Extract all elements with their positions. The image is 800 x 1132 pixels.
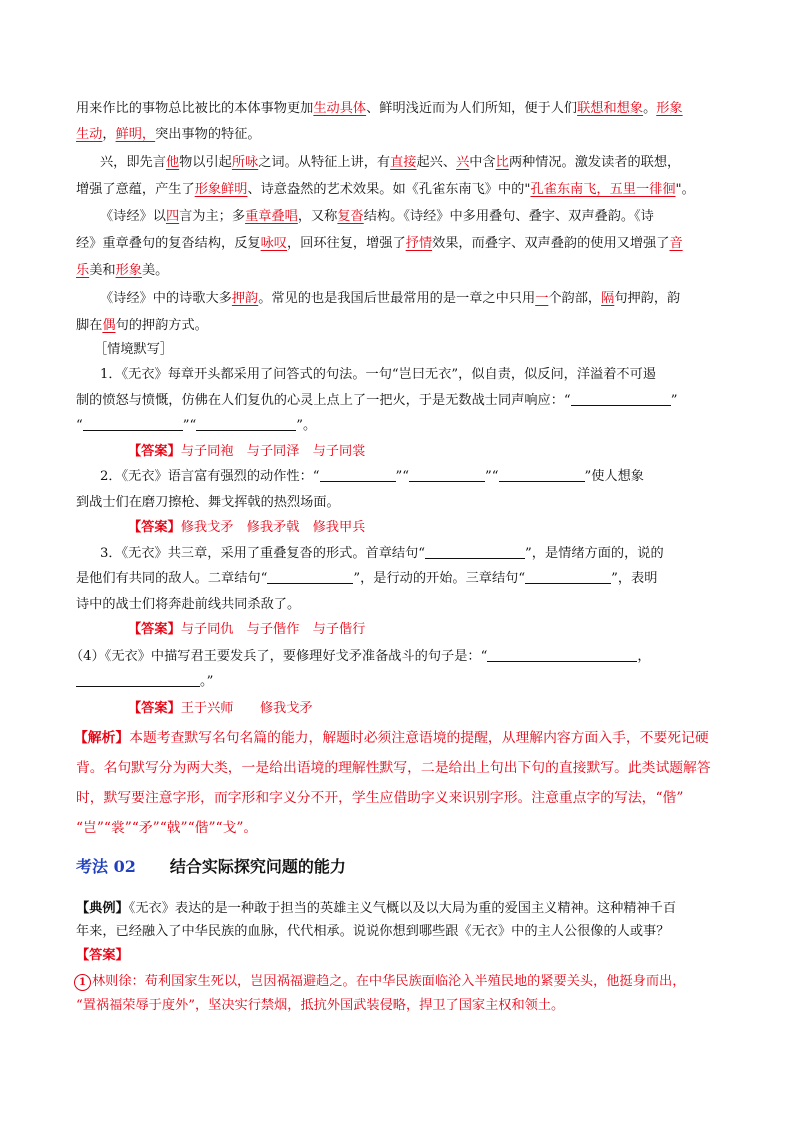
- q4-line2: [76, 672, 213, 692]
- text-run: 突出事物的特征。: [155, 127, 261, 142]
- q3-line2: [76, 569, 657, 589]
- key-term: 孔雀东南飞，五里一徘徊: [530, 182, 676, 197]
- key-term: 形象: [656, 101, 683, 116]
- text-run: （4）《无衣》中描写君王要发兵了，要修理好戈矛准备战斗的句子是：“: [70, 649, 488, 664]
- text-run: 中含: [469, 155, 496, 170]
- q1-line1: 1．《无衣》每章开头都采用了问答式的句法。一句“岂曰无衣”，似自责，似反问，洋溢着不可遏: [100, 367, 656, 382]
- key-term: 生动: [76, 127, 103, 142]
- text-run: 、诗意盎然的艺术效果。如《孔雀东南飞》中的": [247, 182, 531, 197]
- key-term: 他: [165, 155, 180, 170]
- answer-text: 王于兴师 修我戈矛: [180, 701, 313, 716]
- para2-line2: [76, 180, 695, 200]
- answer-blank[interactable]: [487, 649, 637, 662]
- analysis-label: 【解析】: [74, 730, 130, 746]
- circled-number-icon: 1: [74, 974, 91, 991]
- text-run: 制的愤怒与愤慨，仿佛在人们复仇的心灵上点上了一把火，于是无数战士同声响应：“: [76, 393, 571, 408]
- context-section-label: ［情境默写］: [94, 342, 174, 357]
- text-run: ，回环往复，增强了: [287, 236, 406, 251]
- text-run: 、鲜明浅近而为人们所知，便于人们: [366, 101, 578, 116]
- text-run: 之词。从特征上讲，有: [258, 155, 391, 170]
- key-term: 音: [669, 236, 683, 251]
- answer-blank[interactable]: [267, 571, 353, 584]
- text-run: 言为主；多: [179, 209, 246, 224]
- answer-blank[interactable]: [499, 469, 585, 482]
- key-term: 咏叹: [260, 236, 287, 251]
- text-run: 美和: [89, 263, 116, 278]
- q3-line1: [100, 544, 664, 564]
- text-run: ”: [670, 393, 678, 408]
- answer-blank[interactable]: [196, 418, 296, 431]
- para4-line2: [76, 316, 208, 336]
- q3-line3: 诗中的战士们将奔赴前线共同杀敌了。: [76, 597, 301, 612]
- answer-text: 与子同仇 与子偕作 与子偕行: [180, 622, 366, 637]
- q1-answer: [128, 442, 365, 462]
- section-number: 考法 02: [76, 857, 136, 876]
- text-run: 物以引起: [179, 155, 232, 170]
- answer-blank[interactable]: [76, 674, 200, 687]
- text-run: "。: [675, 182, 695, 197]
- text-run: ，又称: [297, 209, 338, 224]
- answer-blank[interactable]: [409, 469, 485, 482]
- answer-blank[interactable]: [525, 571, 611, 584]
- q2-answer: [128, 518, 365, 538]
- text-run: 美。: [141, 263, 169, 278]
- key-term: 偶: [102, 318, 116, 333]
- text-run: ”，是行动的开始。三章结句“: [353, 571, 526, 586]
- text-run: ，: [102, 127, 116, 142]
- answer-line1: [74, 972, 685, 992]
- para3-line1: [100, 207, 654, 227]
- answer-label: 【答案】: [128, 444, 181, 459]
- key-term: 联想和想象: [577, 101, 644, 116]
- text-run: 2．《无衣》语言富有强烈的动作性：“: [100, 469, 320, 484]
- answer-text: 与子同袍 与子同泽 与子同裳: [180, 444, 366, 459]
- text-run: ”“: [182, 418, 197, 433]
- text-run: 是他们有共同的敌人。二章结句“: [76, 571, 268, 586]
- answer-blank[interactable]: [425, 546, 525, 559]
- key-term: 重章叠唱: [245, 209, 298, 224]
- answer-blank[interactable]: [571, 393, 671, 406]
- key-term: 所咏: [231, 155, 259, 170]
- text-run: 3．《无衣》共三章，采用了重叠复沓的形式。首章结句“: [100, 546, 426, 561]
- q2-line1: [100, 467, 644, 487]
- example-label: 【典例】: [76, 901, 129, 916]
- section-title: 结合实际探究问题的能力: [169, 857, 346, 876]
- key-term: 押韵: [231, 291, 259, 306]
- key-term: 鲜明，: [115, 127, 156, 142]
- q4-answer: [128, 699, 313, 719]
- answer-text: 修我戈矛 修我矛戟 修我甲兵: [180, 520, 366, 535]
- text-run: 结构。《诗经》中多用叠句、叠字、双声叠韵。《诗: [363, 209, 654, 224]
- text-run: “: [76, 418, 83, 433]
- text-run: 。”: [200, 674, 214, 689]
- key-term: 生动具体: [313, 101, 367, 116]
- text-run: 效果，而叠字、双声叠韵的使用又增强了: [432, 236, 670, 251]
- q1-line3: [76, 416, 316, 436]
- key-term: 形象: [115, 263, 142, 278]
- key-term: 形象鲜明: [194, 182, 248, 197]
- text-run: 起兴、: [416, 155, 457, 170]
- text-run: 。常见的也是我国后世最常用的是一章之中只用: [258, 291, 536, 306]
- para4-line1: [100, 289, 680, 309]
- para3-line3: [76, 261, 168, 281]
- answer-blank[interactable]: [83, 418, 183, 431]
- text-run: ”使人想象: [584, 469, 644, 484]
- key-term: 抒情: [405, 236, 433, 251]
- text-run: 句的押韵方式。: [115, 318, 208, 333]
- text-run: 兴，即先言: [100, 155, 166, 170]
- text-run: 句押韵，韵: [614, 291, 681, 306]
- answer-label: 【答案】: [128, 701, 181, 716]
- analysis-line3: 时，默写要注意字形，而字形和字义分不开，学生应借助字义来识别字形。注意重点字的写法，“偕”: [76, 790, 684, 806]
- key-term: 复沓: [337, 209, 364, 224]
- key-term: 一: [535, 291, 549, 306]
- text-run: 《无衣》表达的是一种敢于担当的英雄主义气概以及以大局为重的爱国主义精神。这种精神千百: [128, 901, 677, 916]
- text-run: 增强了意蕴，产生了: [76, 182, 195, 197]
- text-run: 《诗经》以: [100, 209, 166, 224]
- text-run: ”“: [395, 469, 410, 484]
- text-run: 《诗经》中的诗歌大多: [100, 291, 232, 306]
- q2-line2: 到战士们在磨刀擦枪、舞戈挥戟的热烈场面。: [76, 495, 340, 510]
- analysis-line1: [74, 728, 709, 748]
- para1-line2: [76, 125, 261, 145]
- text-run: 个韵部，: [548, 291, 602, 306]
- text-run: ”，是情绪方面的，说的: [525, 546, 664, 561]
- answer-line2: “置祸福荣辱于度外”，坚决实行禁烟，抵抗外国武装侵略，捍卫了国家主权和领土。: [76, 998, 565, 1013]
- para1-line1: [76, 99, 683, 119]
- key-term: 直接: [390, 155, 417, 170]
- answer-label: 【答案】: [128, 520, 181, 535]
- key-term: 四: [165, 209, 180, 224]
- analysis-line2: 背。名句默写分为两大类，一是给出语境的理解性默写，二是给出上句出下句的直接默写。此类试题解答: [76, 760, 711, 776]
- text-run: 。: [643, 101, 657, 116]
- para2-line1: [100, 153, 680, 173]
- q4-line1: [70, 647, 651, 667]
- text-run: 林则徐：苟利国家生死以，岂因祸福避趋之。在中华民族面临沦入半殖民地的紧要关头，他挺身而出，: [92, 974, 686, 989]
- example-line2: 年来，已经融入了中华民族的血脉，代代相承。说说你想到哪些跟《无衣》中的主人公很像的人或事？: [76, 924, 670, 939]
- key-term: 兴: [456, 155, 470, 170]
- text-run: 两种情况。激发读者的联想，: [508, 155, 681, 170]
- text-run: ，: [637, 649, 651, 664]
- text-run: ”“: [485, 469, 499, 484]
- text-run: 脚在: [76, 318, 103, 333]
- q3-answer: [128, 620, 365, 640]
- answer-label: 【答案】: [76, 948, 129, 963]
- answer-blank[interactable]: [320, 469, 396, 482]
- key-term: 比: [495, 155, 509, 170]
- key-term: 隔: [601, 291, 615, 306]
- section-heading: [76, 855, 346, 881]
- example-line1: [76, 899, 676, 919]
- key-term: 乐: [76, 263, 90, 278]
- text-run: 本题考查默写名句名篇的能力，解题时必须注意语境的提醒，从理解内容方面入手，不要死记硬: [129, 730, 709, 746]
- q1-line2: [76, 391, 677, 411]
- para3-line2: [76, 234, 683, 254]
- text-run: 用来作比的事物总比被比的本体事物更加: [76, 101, 314, 116]
- text-run: 经》重章叠句的复沓结构，反复: [76, 236, 261, 251]
- answer-heading: [76, 946, 129, 966]
- text-run: ”，表明: [611, 571, 658, 586]
- analysis-line4: “岂”“裳”“矛”“戟”“偕”“戈”。: [76, 820, 258, 836]
- text-run: ”。: [296, 418, 317, 433]
- answer-label: 【答案】: [128, 622, 181, 637]
